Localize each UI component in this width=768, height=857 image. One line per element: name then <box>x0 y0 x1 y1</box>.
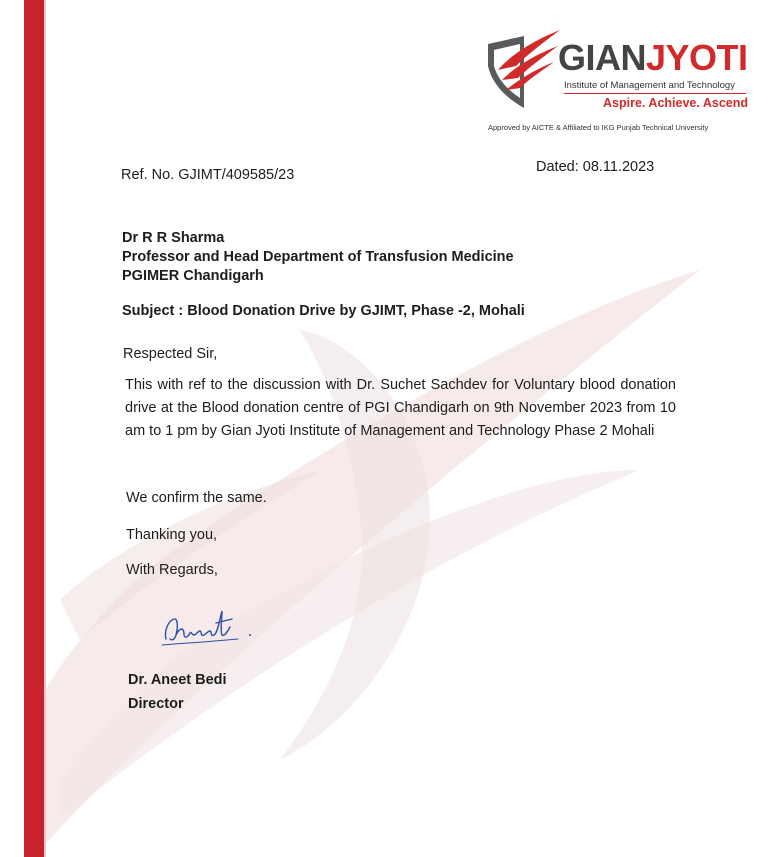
closing-thanks: Thanking you, <box>126 527 218 543</box>
letter-subject: Subject : Blood Donation Drive by GJIMT, Phase -2, Mohali <box>122 303 525 319</box>
shield-wing-logo-icon <box>484 26 562 114</box>
approval-note: Approved by AICTE & Affiliated to IKG Punjab Technical University <box>488 123 709 132</box>
recipient-name: Dr R R Sharma <box>122 230 225 246</box>
signer-title: Director <box>128 696 184 712</box>
reference-number: Ref. No. GJIMT/409585/23 <box>121 167 295 183</box>
logo-wordmark <box>558 37 748 78</box>
signer-name: Dr. Aneet Bedi <box>128 672 227 688</box>
salutation: Respected Sir, <box>123 346 218 362</box>
recipient-title: Professor and Head Department of Transfusion Medicine <box>122 249 514 265</box>
left-red-bar <box>24 0 44 857</box>
logo-subtitle: Institute of Management and Technology <box>564 80 735 91</box>
letterhead-logo <box>484 26 754 136</box>
logo-word-jyoti: JYOTI <box>646 37 748 78</box>
handwritten-signature-icon <box>158 605 258 651</box>
letter-body: This with ref to the discussion with Dr. Suchet Sachdev for Voluntary blood donation drive at the Blood donation centre of PGI Chandigarh on 9th November 2023 from 10 am to 1 pm by Gian Jyoti Institute of Management and Technology Phase 2 Mohali <box>125 377 676 439</box>
confirmation-line: We confirm the same. <box>126 490 267 506</box>
logo-word-gian: GIAN <box>558 37 646 78</box>
logo-tagline: Aspire. Achieve. Ascend <box>603 96 748 110</box>
letter-date: Dated: 08.11.2023 <box>536 159 655 175</box>
logo-divider <box>564 93 746 94</box>
closing-regards: With Regards, <box>126 562 218 578</box>
recipient-organization: PGIMER Chandigarh <box>122 268 264 284</box>
